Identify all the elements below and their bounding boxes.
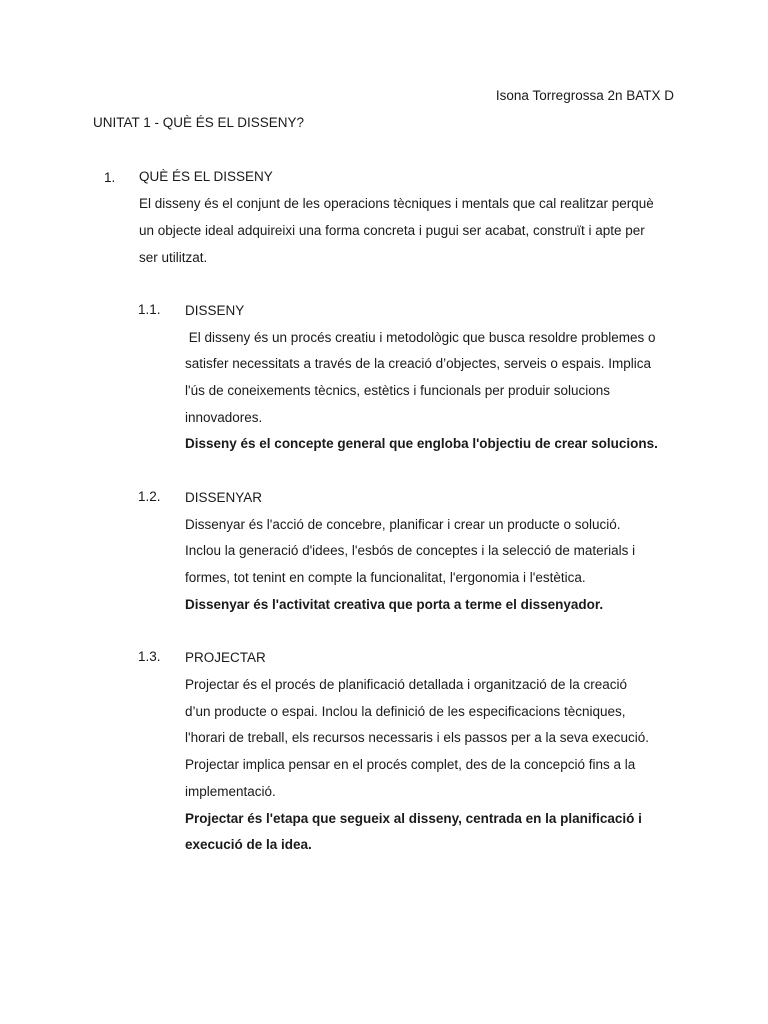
subsection-1-3-line-5: implementació. bbox=[185, 784, 276, 799]
subsection-1-3-line-1: Projectar és el procés de planificació detallada i organització de la creació bbox=[185, 677, 627, 692]
section-1-title: QUÈ ÉS EL DISSENY bbox=[139, 169, 273, 184]
subsection-1-3-line-3: l'horari de treball, els recursos necessaris i els passos per a la seva execució. bbox=[185, 730, 650, 745]
section-1-number: 1. bbox=[104, 170, 116, 185]
subsection-1-1-summary: Disseny és el concepte general que engloba l'objectiu de crear solucions. bbox=[185, 436, 658, 451]
subsection-1-3-summary-1: Projectar és l'etapa que segueix al disseny, centrada en la planificació i bbox=[185, 811, 642, 826]
subsection-1-1-title: DISSENY bbox=[185, 303, 245, 318]
subsection-1-1-line-4: innovadores. bbox=[185, 410, 263, 425]
subsection-1-2-number: 1.2. bbox=[138, 489, 161, 504]
author-line: Isona Torregrossa 2n BATX D bbox=[495, 88, 674, 103]
subsection-1-2-summary: Dissenyar és l'activitat creativa que porta a terme el dissenyador. bbox=[185, 597, 604, 612]
subsection-1-3-line-2: d’un producte o espai. Inclou la definició de les especificacions tècniques, bbox=[185, 704, 626, 719]
subsection-1-1-line-3: l'ús de coneixements tècnics, estètics i funcionals per produir solucions bbox=[185, 383, 611, 398]
unit-title: UNITAT 1 - QUÈ ÉS EL DISSENY? bbox=[93, 115, 305, 130]
subsection-1-1-line-2: satisfer necessitats a través de la creació d’objectes, serveis o espais. Implica bbox=[185, 356, 651, 371]
subsection-1-2-line-2: Inclou la generació d'idees, l'esbós de conceptes i la selecció de materials i bbox=[185, 543, 636, 558]
subsection-1-3-line-4: Projectar implica pensar en el procés complet, des de la concepció fins a la bbox=[185, 757, 636, 772]
subsection-1-1-line-1: El disseny és un procés creatiu i metodològic que busca resoldre problemes o bbox=[185, 330, 656, 345]
subsection-1-2-line-3: formes, tot tenint en compte la funcionalitat, l'ergonomia i l'estètica. bbox=[185, 570, 586, 585]
subsection-1-3-number: 1.3. bbox=[138, 649, 161, 664]
section-1-line-3: ser utilitzat. bbox=[139, 250, 208, 265]
subsection-1-2-line-1: Dissenyar és l'acció de concebre, planificar i crear un producte o solució. bbox=[185, 517, 621, 532]
subsection-1-1-number: 1.1. bbox=[138, 302, 161, 317]
subsection-1-3-title: PROJECTAR bbox=[185, 650, 266, 665]
subsection-1-2-title: DISSENYAR bbox=[185, 490, 263, 505]
section-1-line-2: un objecte ideal adquireixi una forma concreta i pugui ser acabat, construït i apte per bbox=[139, 223, 645, 238]
section-1-line-1: El disseny és el conjunt de les operacions tècniques i mentals que cal realitzar perquè bbox=[139, 196, 654, 211]
subsection-1-3-summary-2: execució de la idea. bbox=[185, 837, 312, 852]
